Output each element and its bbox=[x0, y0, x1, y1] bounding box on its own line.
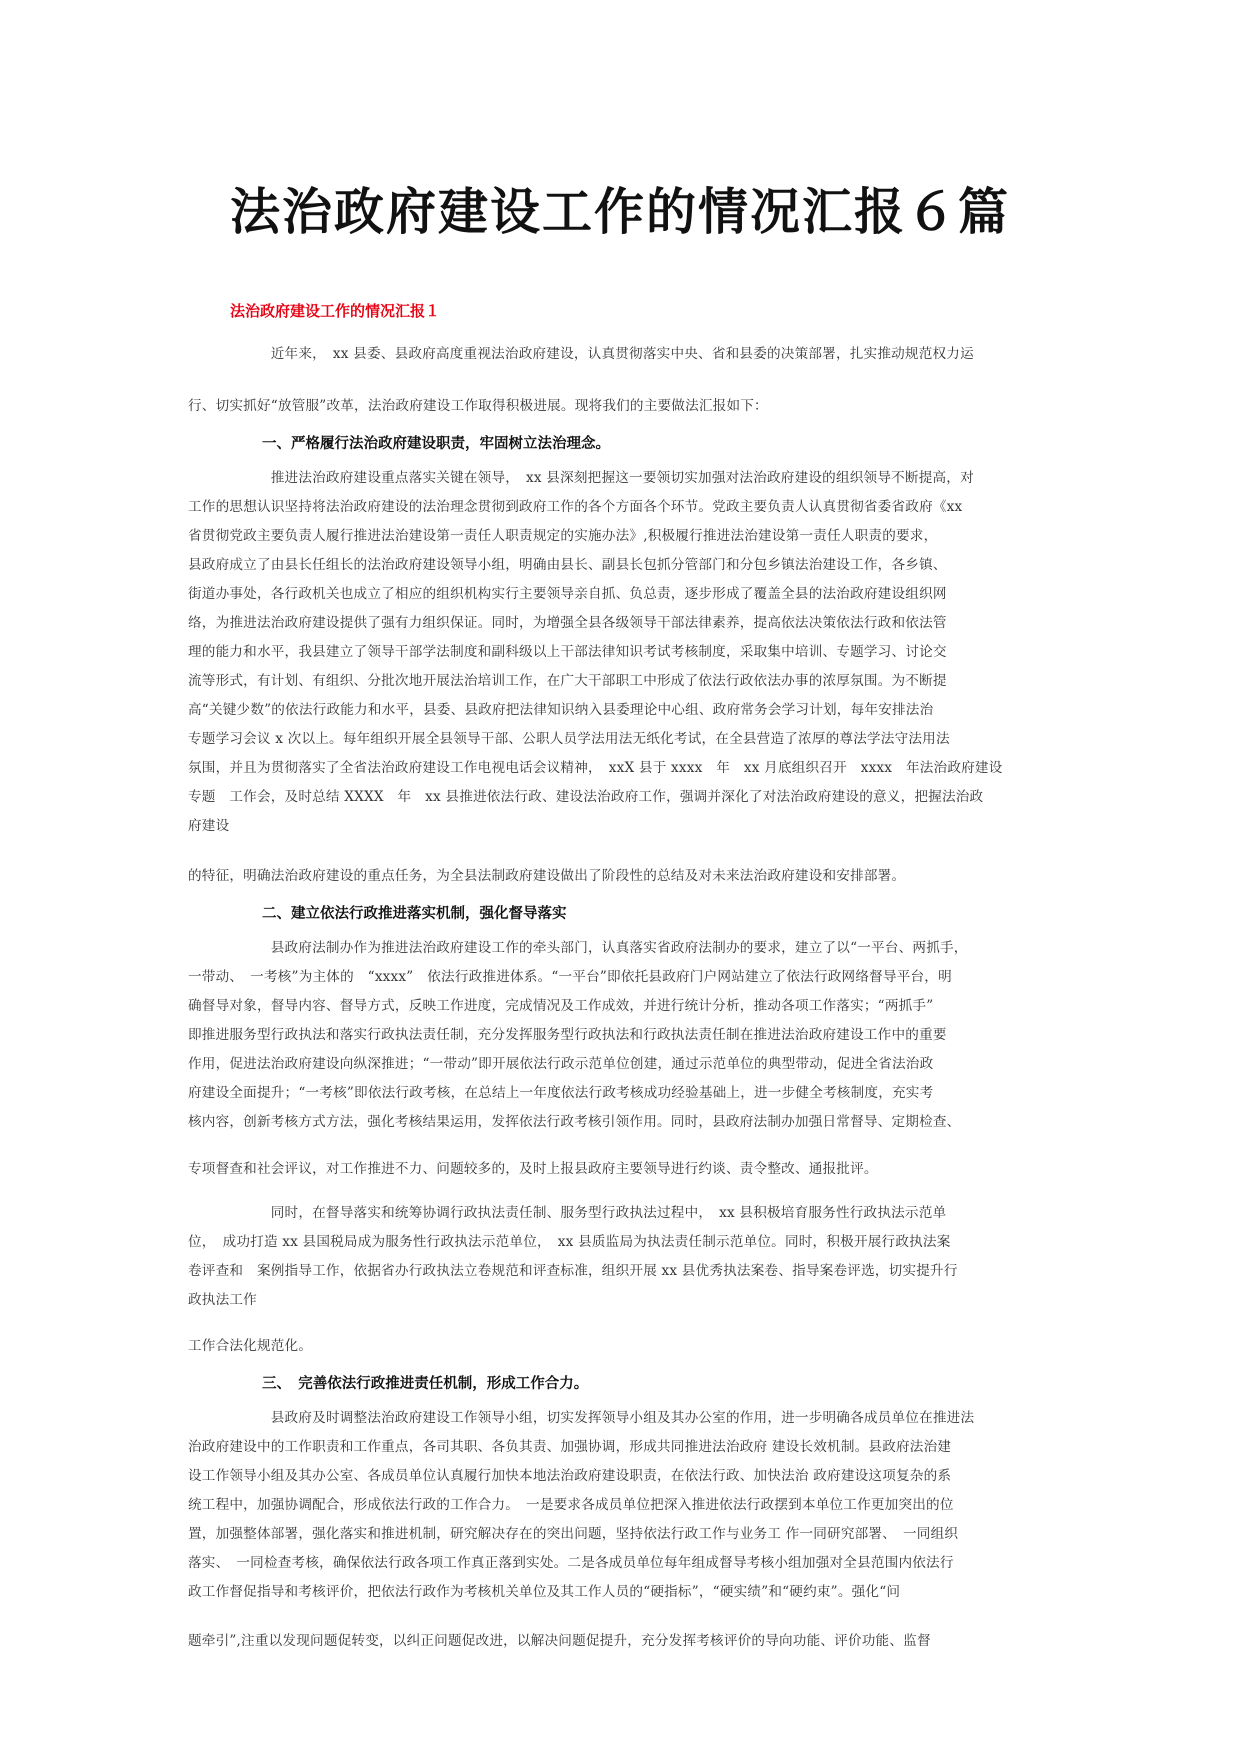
text-line: 省贯彻党政主要负责人履行推进法治建设第一责任人职责规定的实施办法》,积极履行推进法治建设第一责任人职责的要求， bbox=[188, 528, 938, 544]
text-line: 治政府建设中的工作职责和工作重点，各司其职、各负其责、加强协调，形成共同推进法治政府 建设长效机制。县政府法治建 bbox=[188, 1439, 952, 1455]
text-line: 置，加强整体部署，强化落实和推进机制，研究解决存在的突出问题，坚持依法行政工作与业务工 作一同研究部署、 一同组织 bbox=[188, 1526, 959, 1542]
text-line: 即推进服务型行政执法和落实行政执法责任制，充分发挥服务型行政执法和行政执法责任制在推进法治政府建设工作中的重要 bbox=[188, 1027, 947, 1043]
text-line: 县政府法制办作为推进法治政府建设工作的牵头部门，认真落实省政府法制办的要求，建立了以“一平台、两抓手， bbox=[188, 940, 968, 956]
text-line: 行、切实抓好“放管服”改革，法治政府建设工作取得积极进展。现将我们的主要做法汇报如下： bbox=[188, 398, 768, 414]
text-line: 卷评查和 案例指导工作，依据省办行政执法立卷规范和评查标准，组织开展 xx 县优秀执法案卷、指导案卷评选，切实提升行 bbox=[188, 1263, 958, 1279]
text-line: 落实、 一同检查考核，确保依法行政各项工作真正落到实处。二是各成员单位每年组成督导考核小组加强对全县范围内依法行 bbox=[188, 1555, 954, 1571]
text-line: 工作合法化规范化。 bbox=[188, 1338, 313, 1354]
text-line: 专项督查和社会评议，对工作推进不力、问题较多的，及时上报县政府主要领导进行约谈、责令整改、通报批评。 bbox=[188, 1161, 878, 1177]
text-line: 工作的思想认识坚持将法治政府建设的法治理念贯彻到政府工作的各个方面各个环节。党政主要负责人认真贯彻省委省政府《xx bbox=[188, 499, 963, 515]
text-line: 理的能力和水平，我县建立了领导干部学法制度和副科级以上干部法律知识考试考核制度，采取集中培训、专题学习、讨论交 bbox=[188, 644, 947, 660]
text-line: 县政府成立了由县长任组长的法治政府建设领导小组，明确由县长、副县长包抓分管部门和分包乡镇法治建设工作，各乡镇、 bbox=[188, 557, 947, 573]
text-line: 府建设全面提升；“一考核”即依法行政考核，在总结上一年度依法行政考核成功经验基础上，进一步健全考核制度，充实考 bbox=[188, 1085, 934, 1101]
text-line: 一带动、 一考核”为主体的 “xxxx” 依法行政推进体系。“一平台”即依托县政府门户网站建立了依法行政网络督导平台，明 bbox=[188, 969, 952, 985]
text-line: 氛围，并且为贯彻落实了全省法治政府建设工作电视电话会议精神， xxX 县于 xxxx 年 xx 月底组织召开 xxxx 年法治政府建设 bbox=[188, 760, 1003, 776]
text-line: 题牵引”,注重以发现问题促转变，以纠正问题促改进，以解决问题促提升，充分发挥考核评价的导向功能、评价功能、监督 bbox=[188, 1633, 931, 1649]
text-line: 的特征，明确法治政府建设的重点任务，为全县法制政府建设做出了阶段性的总结及对未来法治政府建设和安排部署。 bbox=[188, 868, 906, 884]
text-line: 作用，促进法治政府建设向纵深推进；“一带动”即开展依法行政示范单位创建，通过示范单位的典型带动，促进全省法治政 bbox=[188, 1056, 934, 1072]
section-heading-1: 一、严格履行法治政府建设职责，牢固树立法治理念。 bbox=[262, 436, 610, 452]
text-line: 设工作领导小组及其办公室、各成员单位认真履行加快本地法治政府建设职责，在依法行政、加快法治 政府建设这项复杂的系 bbox=[188, 1468, 952, 1484]
section-heading-3: 三、 完善依法行政推进责任机制，形成工作合力。 bbox=[262, 1376, 589, 1392]
text-line: 政工作督促指导和考核评价，把依法行政作为考核机关单位及其工作人员的“硬指标”，“硬实绩”和“硬约束”。强化“问 bbox=[188, 1584, 901, 1600]
section-heading-2: 二、建立依法行政推进落实机制，强化督导落实 bbox=[262, 906, 567, 922]
text-line: 专题 工作会，及时总结 XXXX 年 xx 县推进依法行政、建设法治政府工作，强调并深化了对法治政府建设的意义，把握法治政 bbox=[188, 789, 984, 805]
document-title: 法治政府建设工作的情况汇报６篇 bbox=[230, 183, 1010, 241]
text-line: 府建设 bbox=[188, 818, 230, 834]
text-line: 确督导对象，督导内容、督导方式，反映工作进度，完成情况及工作成效，并进行统计分析，推动各项工作落实；“两抓手” bbox=[188, 998, 934, 1014]
text-line: 高“关键少数”的依法行政能力和水平，县委、县政府把法律知识纳入县委理论中心组、政府常务会学习计划，每年安排法治 bbox=[188, 702, 934, 718]
text-line: 位， 成功打造 xx 县国税局成为服务性行政执法示范单位， xx 县质监局为执法责任制示范单位。同时，积极开展行政执法案 bbox=[188, 1234, 951, 1250]
text-line: 流等形式，有计划、有组织、分批次地开展法治培训工作，在广大干部职工中形成了依法行政依法办事的浓厚氛围。为不断提 bbox=[188, 673, 947, 689]
text-line: 络，为推进法治政府建设提供了强有力组织保证。同时，为增强全县各级领导干部法律素养，提高依法决策依法行政和依法管 bbox=[188, 615, 947, 631]
text-line: 街道办事处，各行政机关也成立了相应的组织机构实行主要领导亲自抓、负总责，逐步形成了覆盖全县的法治政府建设组织网 bbox=[188, 586, 947, 602]
text-line: 推进法治政府建设重点落实关键在领导， xx 县深刻把握这一要领切实加强对法治政府建设的组织领导不断提高，对 bbox=[188, 470, 974, 486]
text-line: 近年来， xx 县委、县政府高度重视法治政府建设，认真贯彻落实中央、省和县委的决策部署，扎实推动规范权力运 bbox=[188, 346, 974, 362]
text-line: 核内容，创新考核方式方法，强化考核结果运用，发挥依法行政考核引领作用。同时，县政府法制办加强日常督导、定期检查、 bbox=[188, 1114, 961, 1130]
text-line: 专题学习会议 x 次以上。每年组织开展全县领导干部、公职人员学法用法无纸化考试，在全县营造了浓厚的尊法学法守法用法 bbox=[188, 731, 950, 747]
report-subtitle: 法治政府建设工作的情况汇报１ bbox=[230, 302, 441, 320]
text-line: 县政府及时调整法治政府建设工作领导小组，切实发挥领导小组及其办公室的作用，进一步明确各成员单位在推进法 bbox=[188, 1410, 975, 1426]
text-line: 同时，在督导落实和统筹协调行政执法责任制、服务型行政执法过程中， xx 县积极培育服务性行政执法示范单 bbox=[188, 1205, 947, 1221]
text-line: 统工程中，加强协调配合，形成依法行政的工作合力。 一是要求各成员单位把深入推进依法行政摆到本单位工作更加突出的位 bbox=[188, 1497, 954, 1513]
text-line: 政执法工作 bbox=[188, 1292, 257, 1308]
